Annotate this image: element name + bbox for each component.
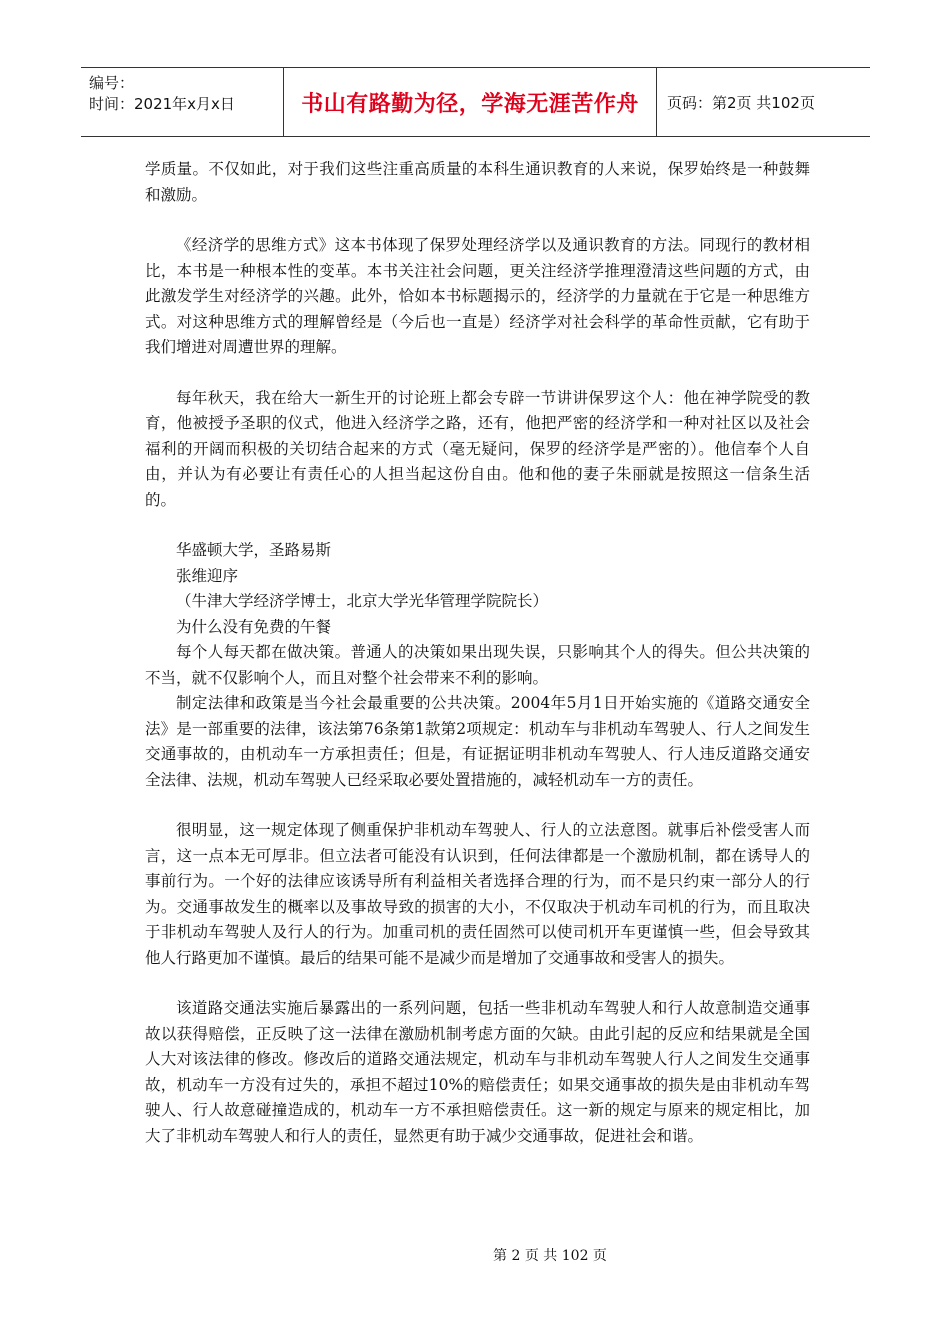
signature-block [145, 538, 810, 640]
paragraph: 学质量。不仅如此，对于我们这些注重高质量的本科生通识教育的人来说，保罗始终是一种鼓舞和激励。 [145, 160, 810, 204]
signature-place: 华盛顿大学，圣路易斯 [176, 541, 332, 559]
page-footer [0, 1245, 950, 1265]
header-motto: 书山有路勤为径，学海无涯苦作舟 [301, 91, 639, 117]
footer-page-number: 第 2 页 共 102 页 [493, 1248, 607, 1264]
paragraph: 每年秋天，我在给大一新生开的讨论班上都会专辟一节讲讲保罗这个人：他在神学院受的教育，他被授予圣职的仪式，他进入经济学之路，还有，他把严密的经济学和一种对社区以及社会福利的开阔而积极的关切结合起来的方式（毫无疑问，保罗的经济学是严密的）。他信奉个人自由，并认为有必要让有责任心的人担当起这份自由。他和他的妻子朱丽就是按照这一信条生活的。 [145, 388, 810, 509]
signature-author: 张维迎序 [176, 566, 239, 585]
signature-affiliation: （牛津大学经济学博士，北京大学光华管理学院院长） [176, 592, 549, 610]
header-page-label: 页码：第2页 共102页 [667, 93, 815, 112]
header-motto-cell [283, 68, 657, 136]
paragraph: 每个人每天都在做决策。普通人的决策如果出现失误，只影响其个人的得失。但公共决策的不当，就不仅影响个人，而且对整个社会带来不利的影响。 [145, 643, 810, 687]
paragraph: 《经济学的思维方式》这本书体现了保罗处理经济学以及通识教育的方法。同现行的教材相比，本书是一种根本性的变革。本书关注社会问题，更关注经济学推理澄清这些问题的方式，由此激发学生对经济学的兴趣。此外，恰如本书标题揭示的，经济学的力量就在于它是一种思维方式。对这种思维方式的理解曾经是（今后也一直是）经济学对社会科学的革命性贡献，它有助于我们增进对周遭世界的理解。 [145, 236, 810, 356]
section-title: 为什么没有免费的午餐 [176, 617, 332, 636]
header-date-label: 时间：2021年x月x日 [89, 95, 235, 113]
page-header [81, 67, 870, 137]
document-body [145, 157, 810, 1149]
header-meta [81, 68, 283, 136]
paragraph: 很明显，这一规定体现了侧重保护非机动车驾驶人、行人的立法意图。就事后补偿受害人而言，这一点本无可厚非。但立法者可能没有认识到，任何法律都是一个激励机制，都在诱导人的事前行为。一个好的法律应该诱导所有利益相关者选择合理的行为，而不是只约束一部分人的行为。交通事故发生的概率以及事故导致的损害的大小，不仅取决于机动车司机的行为，而且取决于非机动车驾驶人及行人的行为。加重司机的责任固然可以使司机开车更谨慎一些，但会导致其他人行路更加不谨慎。最后的结果可能不是减少而是增加了交通事故和受害人的损失。 [145, 821, 810, 967]
paragraph: 制定法律和政策是当今社会最重要的公共决策。2004年5月1日开始实施的《道路交通安全法》是一部重要的法律，该法第76条第1款第2项规定：机动车与非机动车驾驶人、行人之间发生交通事故的，由机动车一方承担责任；但是，有证据证明非机动车驾驶人、行人违反道路交通安全法律、法规，机动车驾驶人已经采取必要处置措施的，减轻机动车一方的责任。 [145, 694, 810, 789]
header-page-cell [657, 68, 870, 136]
header-number-label: 编号： [89, 74, 135, 92]
paragraph: 该道路交通法实施后暴露出的一系列问题，包括一些非机动车驾驶人和行人故意制造交通事故以获得赔偿，正反映了这一法律在激励机制考虑方面的欠缺。由此引起的反应和结果就是全国人大对该法律的修改。修改后的道路交通法规定，机动车与非机动车驾驶人行人之间发生交通事故，机动车一方没有过失的，承担不超过10%的赔偿责任；如果交通事故的损失是由非机动车驾驶人、行人故意碰撞造成的，机动车一方不承担赔偿责任。这一新的规定与原来的规定相比，加大了非机动车驾驶人和行人的责任，显然更有助于减少交通事故，促进社会和谐。 [145, 999, 810, 1145]
